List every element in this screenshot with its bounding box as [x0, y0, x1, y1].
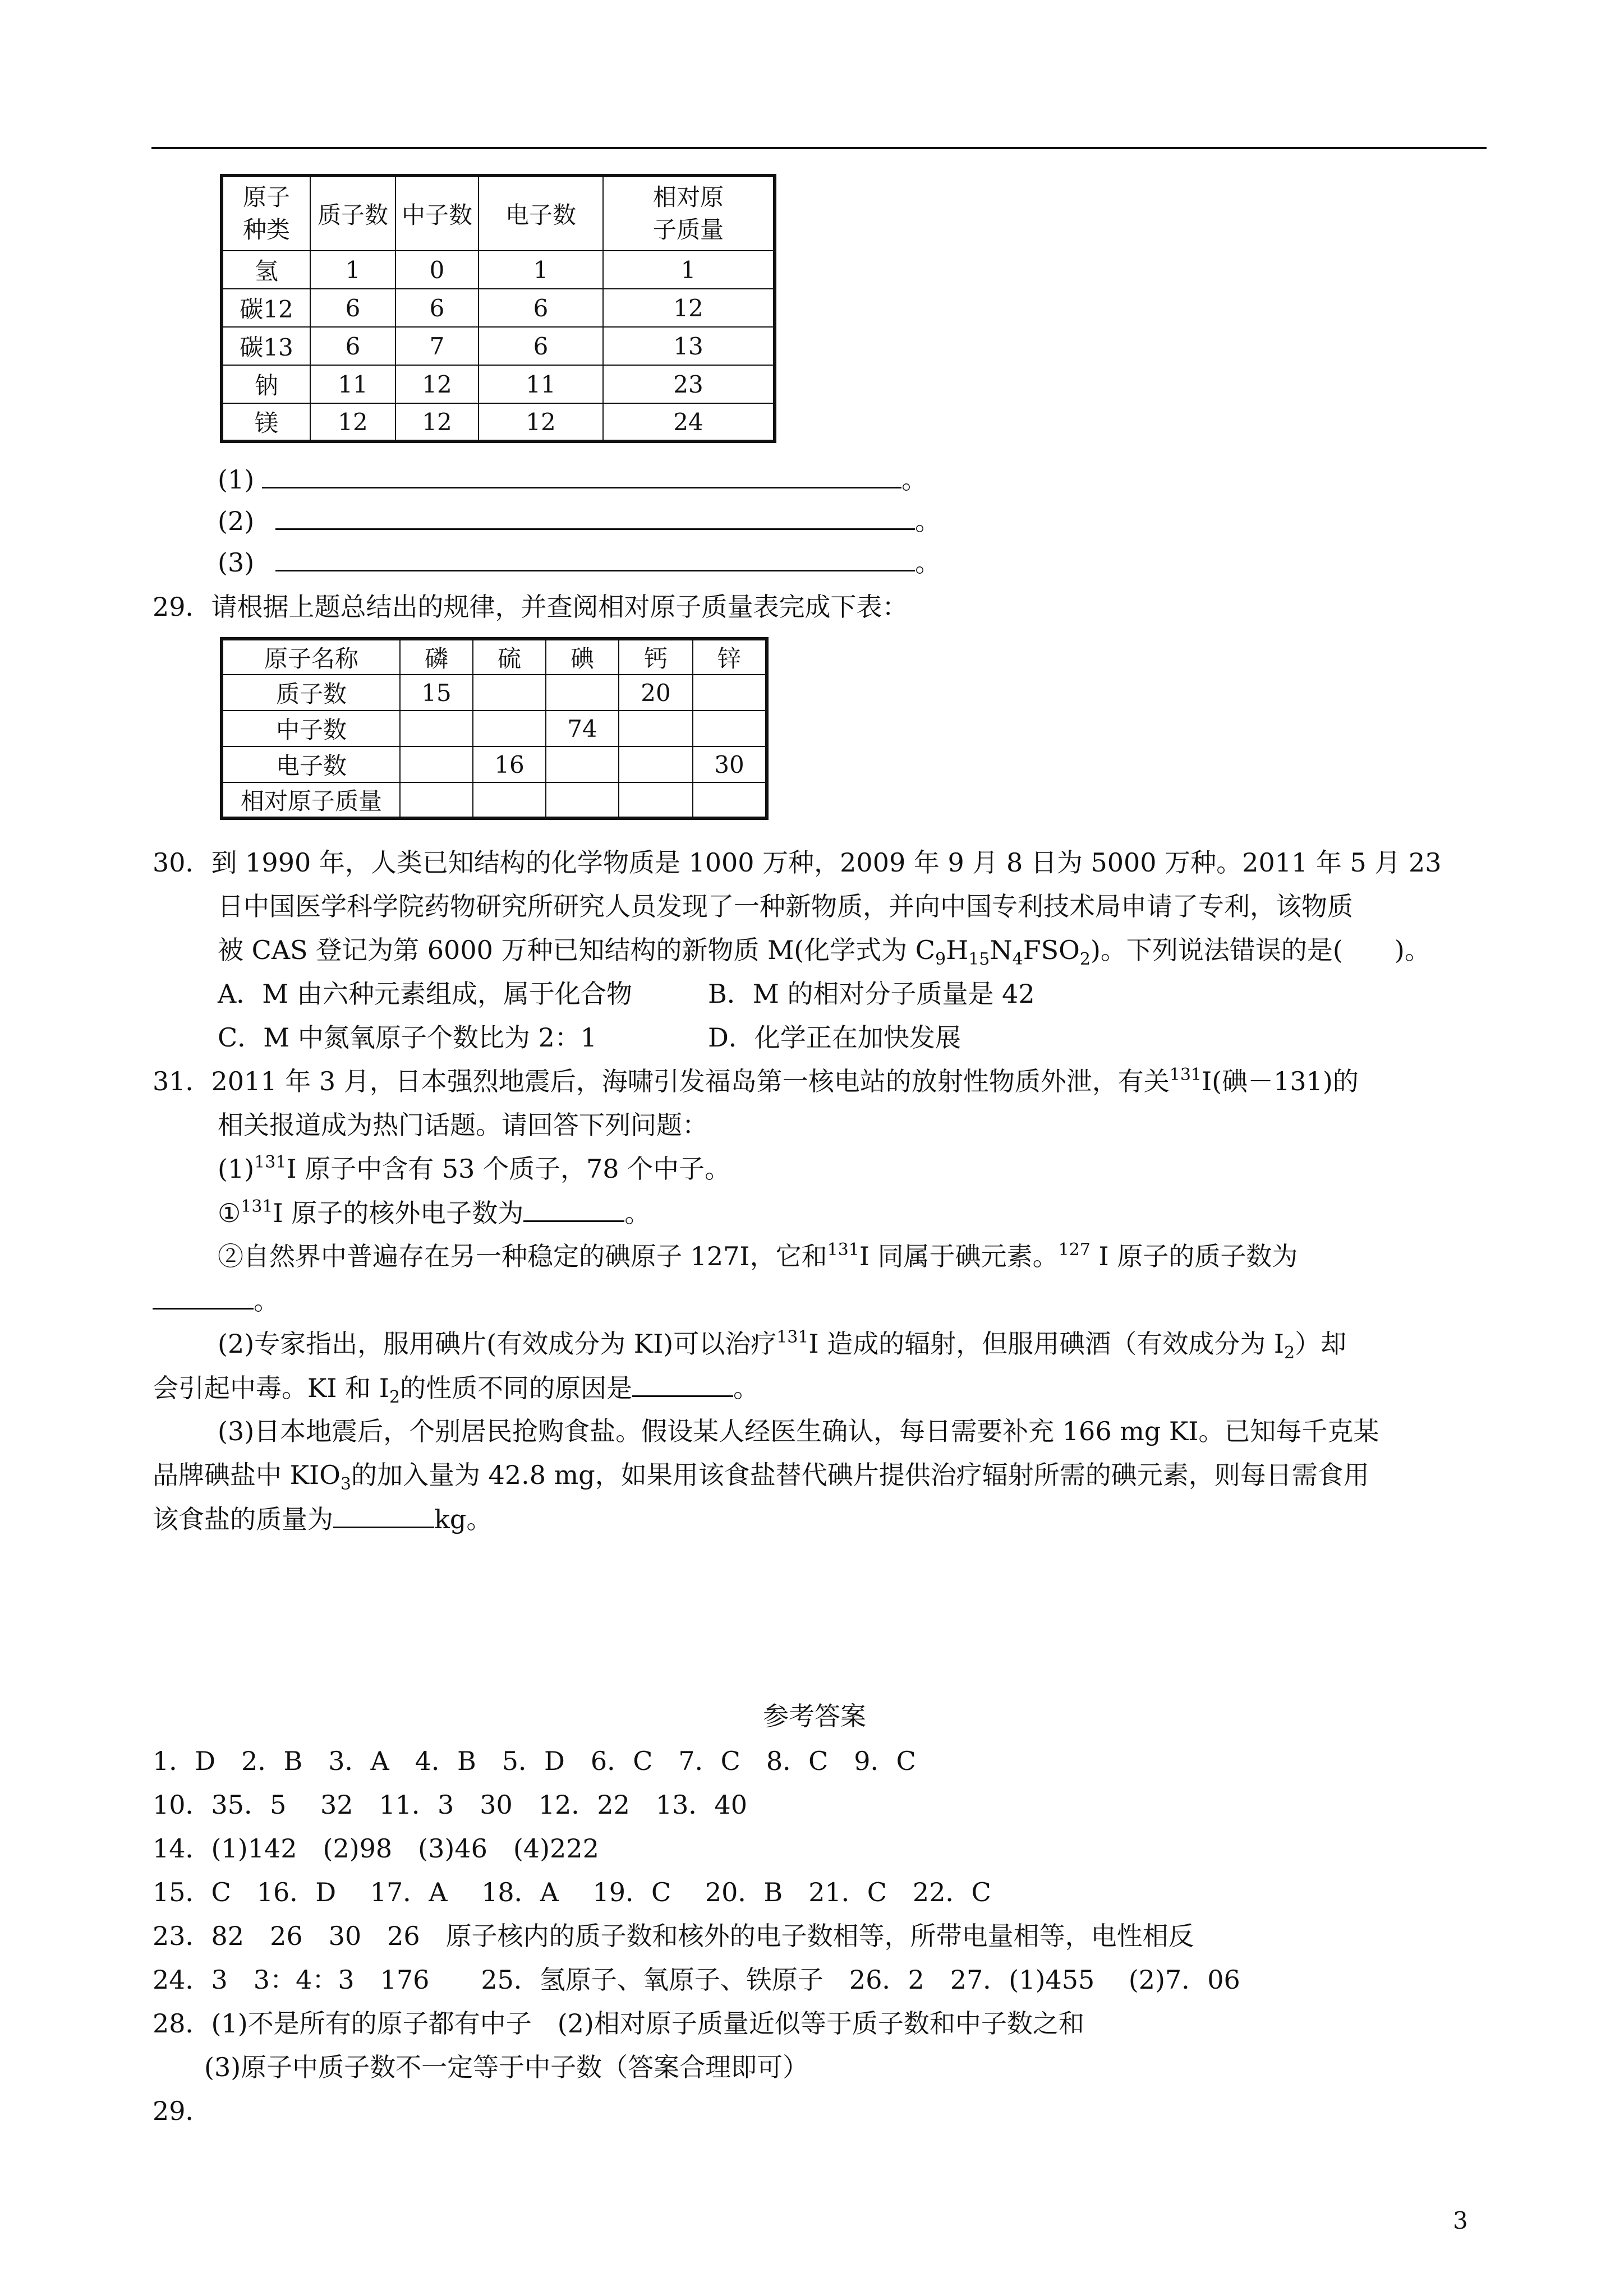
table-header-row — [222, 176, 775, 251]
text: (1) — [218, 1154, 255, 1184]
atom-table-2 — [220, 637, 769, 820]
text: I 同属于碘元素。 — [859, 1241, 1059, 1271]
table-cell: 6 — [479, 289, 603, 327]
header-cell: 原子 种类 — [222, 176, 310, 251]
table-row — [222, 675, 767, 711]
table-cell: 镁 — [222, 403, 310, 441]
q31-part-3-line-2 — [153, 1458, 1369, 1492]
table-cell[interactable] — [693, 675, 767, 711]
table-row — [222, 746, 767, 782]
header-cell: 电子数 — [479, 176, 603, 251]
text: kg。 — [434, 1504, 493, 1534]
header-cell: 相对原 子质量 — [603, 176, 775, 251]
text: ① — [218, 1198, 241, 1228]
q30-option-d[interactable]: D．化学正在加快发展 — [708, 1022, 961, 1053]
header-cell: 钙 — [619, 639, 693, 675]
text: N — [990, 935, 1013, 965]
table-cell: 6 — [310, 289, 395, 327]
subscript: 2 — [1079, 949, 1091, 969]
table-cell: 0 — [395, 251, 479, 289]
header-cell: 硫 — [473, 639, 546, 675]
answer-line: (3)原子中质子数不一定等于中子数（答案合理即可） — [153, 2052, 809, 2082]
answer-line: 23．82 26 30 26 原子核内的质子数和核外的电子数相等，所带电量相等，电性相反 — [153, 1921, 1194, 1951]
blank-end: 。 — [915, 506, 941, 536]
q31-part-3-line-3 — [153, 1502, 492, 1536]
answer-blank[interactable] — [153, 1283, 254, 1310]
q29-stem: 29．请根据上题总结出的规律，并查阅相对原子质量表完成下表： — [153, 592, 908, 622]
table-cell: 1 — [479, 251, 603, 289]
q30-line-2: 日中国医学科学院药物研究所研究人员发现了一种新物质，并向中国专利技术局申请了专利，该物质 — [218, 891, 1353, 921]
table-cell[interactable] — [546, 746, 619, 782]
table-cell: 12 — [603, 289, 775, 327]
subscript: 2 — [389, 1387, 401, 1407]
text: 品牌碘盐中 KIO — [153, 1460, 341, 1490]
text: I(碘－131)的 — [1202, 1066, 1359, 1096]
table-row — [222, 782, 767, 818]
q31-line-2: 相关报道成为热门话题。请回答下列问题： — [218, 1110, 708, 1140]
table-cell: 碳13 — [222, 327, 310, 365]
q31-sub-2 — [218, 1239, 1298, 1273]
superscript: 131 — [1169, 1065, 1202, 1085]
blank-number: (1) — [218, 464, 255, 495]
table-cell: 1 — [603, 251, 775, 289]
header-cell: 锌 — [693, 639, 767, 675]
answer-line: 24．3 3：4：3 176 25．氢原子、氧原子、铁原子 26．2 27．(1)455 (2)7．06 — [153, 1965, 1240, 1995]
subscript: 4 — [1012, 949, 1023, 969]
subscript: 2 — [1284, 1343, 1295, 1363]
table-cell: 质子数 — [222, 675, 400, 711]
q30-line-1: 30．到 1990 年，人类已知结构的化学物质是 1000 万种，2009 年 9 月 8 日为 5000 万种。2011 年 5 月 23 — [153, 847, 1442, 878]
q31-part-2b — [153, 1371, 759, 1405]
text: FSO — [1023, 935, 1080, 965]
superscript: 131 — [241, 1197, 273, 1216]
blank-number: (2) — [218, 506, 255, 536]
table-cell: 15 — [400, 675, 473, 711]
text: I 原子中含有 53 个质子，78 个中子。 — [286, 1154, 731, 1184]
table-row — [222, 327, 775, 365]
blank-end: 。 — [901, 464, 928, 495]
table-cell: 30 — [693, 746, 767, 782]
table-cell: 7 — [395, 327, 479, 365]
q30-option-a[interactable]: A．M 由六种元素组成，属于化合物 — [218, 979, 632, 1009]
text: 。 — [624, 1198, 651, 1228]
header-cell: 质子数 — [310, 176, 395, 251]
text: I 原子的核外电子数为 — [273, 1198, 524, 1228]
subscript: 15 — [968, 949, 990, 969]
table-cell[interactable] — [473, 782, 546, 818]
table-cell: 中子数 — [222, 711, 400, 746]
superscript: 131 — [776, 1327, 809, 1347]
table-cell: 16 — [473, 746, 546, 782]
table-cell: 20 — [619, 675, 693, 711]
answer-line: 28．(1)不是所有的原子都有中子 (2)相对原子质量近似等于质子数和中子数之和 — [153, 2008, 1084, 2039]
header-cell: 碘 — [546, 639, 619, 675]
table-cell[interactable] — [546, 782, 619, 818]
q31-part-3-line-1: (3)日本地震后，个别居民抢购食盐。假设某人经医生确认，每日需要补充 166 mg KI。已知每千克某 — [218, 1416, 1379, 1446]
table-cell: 6 — [479, 327, 603, 365]
table-cell[interactable] — [619, 782, 693, 818]
header-cell: 磷 — [400, 639, 473, 675]
table-cell: 74 — [546, 711, 619, 746]
q28-blank-1 — [218, 462, 927, 496]
table-cell: 24 — [603, 403, 775, 441]
table-cell: 1 — [310, 251, 395, 289]
text: 会引起中毒。KI 和 I — [153, 1373, 389, 1403]
table-cell: 23 — [603, 365, 775, 403]
table-cell: 13 — [603, 327, 775, 365]
q30-line-3 — [218, 933, 1430, 967]
header-cell: 原子名称 — [222, 639, 400, 675]
text: ②自然界中普遍存在另一种稳定的碘原子 127I，它和 — [218, 1241, 827, 1271]
table-cell: 12 — [395, 403, 479, 441]
table-cell: 12 — [310, 403, 395, 441]
table-cell[interactable] — [619, 711, 693, 746]
text: 。 — [733, 1373, 760, 1403]
table-cell: 6 — [310, 327, 395, 365]
table-cell: 11 — [479, 365, 603, 403]
answer-line: 29． — [153, 2096, 211, 2126]
table-cell: 氢 — [222, 251, 310, 289]
table-cell[interactable] — [693, 711, 767, 746]
table-cell[interactable] — [693, 782, 767, 818]
table-cell: 相对原子质量 — [222, 782, 400, 818]
q28-blank-3 — [218, 545, 941, 579]
text: I 原子的质子数为 — [1090, 1241, 1298, 1271]
table-cell[interactable] — [400, 782, 473, 818]
superscript: 127 — [1058, 1240, 1091, 1260]
table-cell: 钠 — [222, 365, 310, 403]
answer-line: 10．35．5 32 11．3 30 12．22 13．40 — [153, 1790, 747, 1820]
table-cell: 12 — [479, 403, 603, 441]
subscript: 9 — [935, 949, 946, 969]
q31-sub-2-blank — [153, 1283, 279, 1317]
text: I 造成的辐射，但服用碘酒（有效成分为 I — [808, 1329, 1285, 1359]
q28-blank-2 — [218, 504, 941, 538]
header-cell: 中子数 — [395, 176, 479, 251]
answer-blank[interactable] — [262, 462, 901, 488]
table-row — [222, 711, 767, 746]
answer-blank[interactable] — [632, 1371, 733, 1397]
answer-line: 15．C 16．D 17．A 18．A 19．C 20．B 21．C 22．C — [153, 1877, 991, 1907]
table-cell: 碳12 — [222, 289, 310, 327]
table-row — [222, 365, 775, 403]
text: ）却 — [1295, 1329, 1347, 1359]
text: 的性质不同的原因是 — [400, 1373, 633, 1403]
answer-line: 1．D 2．B 3．A 4．B 5．D 6．C 7．C 8．C 9．C — [153, 1746, 916, 1776]
answer-line: 14．(1)142 (2)98 (3)46 (4)222 — [153, 1833, 599, 1864]
q31-part-1 — [218, 1152, 730, 1186]
answer-blank[interactable] — [275, 504, 915, 530]
table-cell[interactable] — [619, 746, 693, 782]
text: H — [946, 935, 969, 965]
table-cell[interactable] — [546, 675, 619, 711]
text: 该食盐的质量为 — [153, 1504, 333, 1534]
table-header-row — [222, 639, 767, 675]
text: (2)专家指出，服用碘片(有效成分为 KI)可以治疗 — [218, 1329, 777, 1359]
table-cell: 12 — [395, 365, 479, 403]
superscript: 131 — [254, 1152, 287, 1172]
atom-table-1 — [220, 174, 776, 443]
text: 31．2011 年 3 月，日本强烈地震后，海啸引发福岛第一核电站的放射性物质外泄，有关 — [153, 1066, 1170, 1096]
table-cell: 11 — [310, 365, 395, 403]
page-number: 3 — [1453, 2207, 1468, 2234]
q31-line-1 — [153, 1064, 1359, 1098]
table-cell[interactable] — [473, 711, 546, 746]
text: 。 — [254, 1285, 279, 1316]
answer-blank[interactable] — [333, 1502, 434, 1528]
blank-end: 。 — [915, 547, 941, 578]
subscript: 3 — [340, 1474, 351, 1494]
q31-sub-1 — [218, 1196, 650, 1230]
table-cell[interactable] — [400, 746, 473, 782]
table-cell[interactable] — [473, 675, 546, 711]
blank-number: (3) — [218, 547, 255, 578]
table-cell: 电子数 — [222, 746, 400, 782]
table-cell[interactable] — [400, 711, 473, 746]
answer-blank[interactable] — [275, 545, 915, 571]
table-row — [222, 251, 775, 289]
q30-option-b[interactable]: B．M 的相对分子质量是 42 — [708, 979, 1035, 1009]
answer-blank[interactable] — [523, 1196, 624, 1222]
header-rule — [151, 147, 1487, 149]
answers-title: 参考答案 — [763, 1701, 866, 1731]
table-row — [222, 289, 775, 327]
text: 被 CAS 登记为第 6000 万种已知结构的新物质 M(化学式为 C — [218, 935, 935, 965]
table-row — [222, 403, 775, 441]
superscript: 131 — [827, 1240, 859, 1260]
q30-option-c[interactable]: C．M 中氮氧原子个数比为 2：1 — [218, 1022, 597, 1053]
table-cell: 6 — [395, 289, 479, 327]
text: 的加入量为 42.8 mg，如果用该食盐替代碘片提供治疗辐射所需的碘元素，则每日需食用 — [351, 1460, 1369, 1490]
q31-part-2 — [218, 1327, 1346, 1361]
text: )。下列说法错误的是( )。 — [1090, 935, 1430, 965]
